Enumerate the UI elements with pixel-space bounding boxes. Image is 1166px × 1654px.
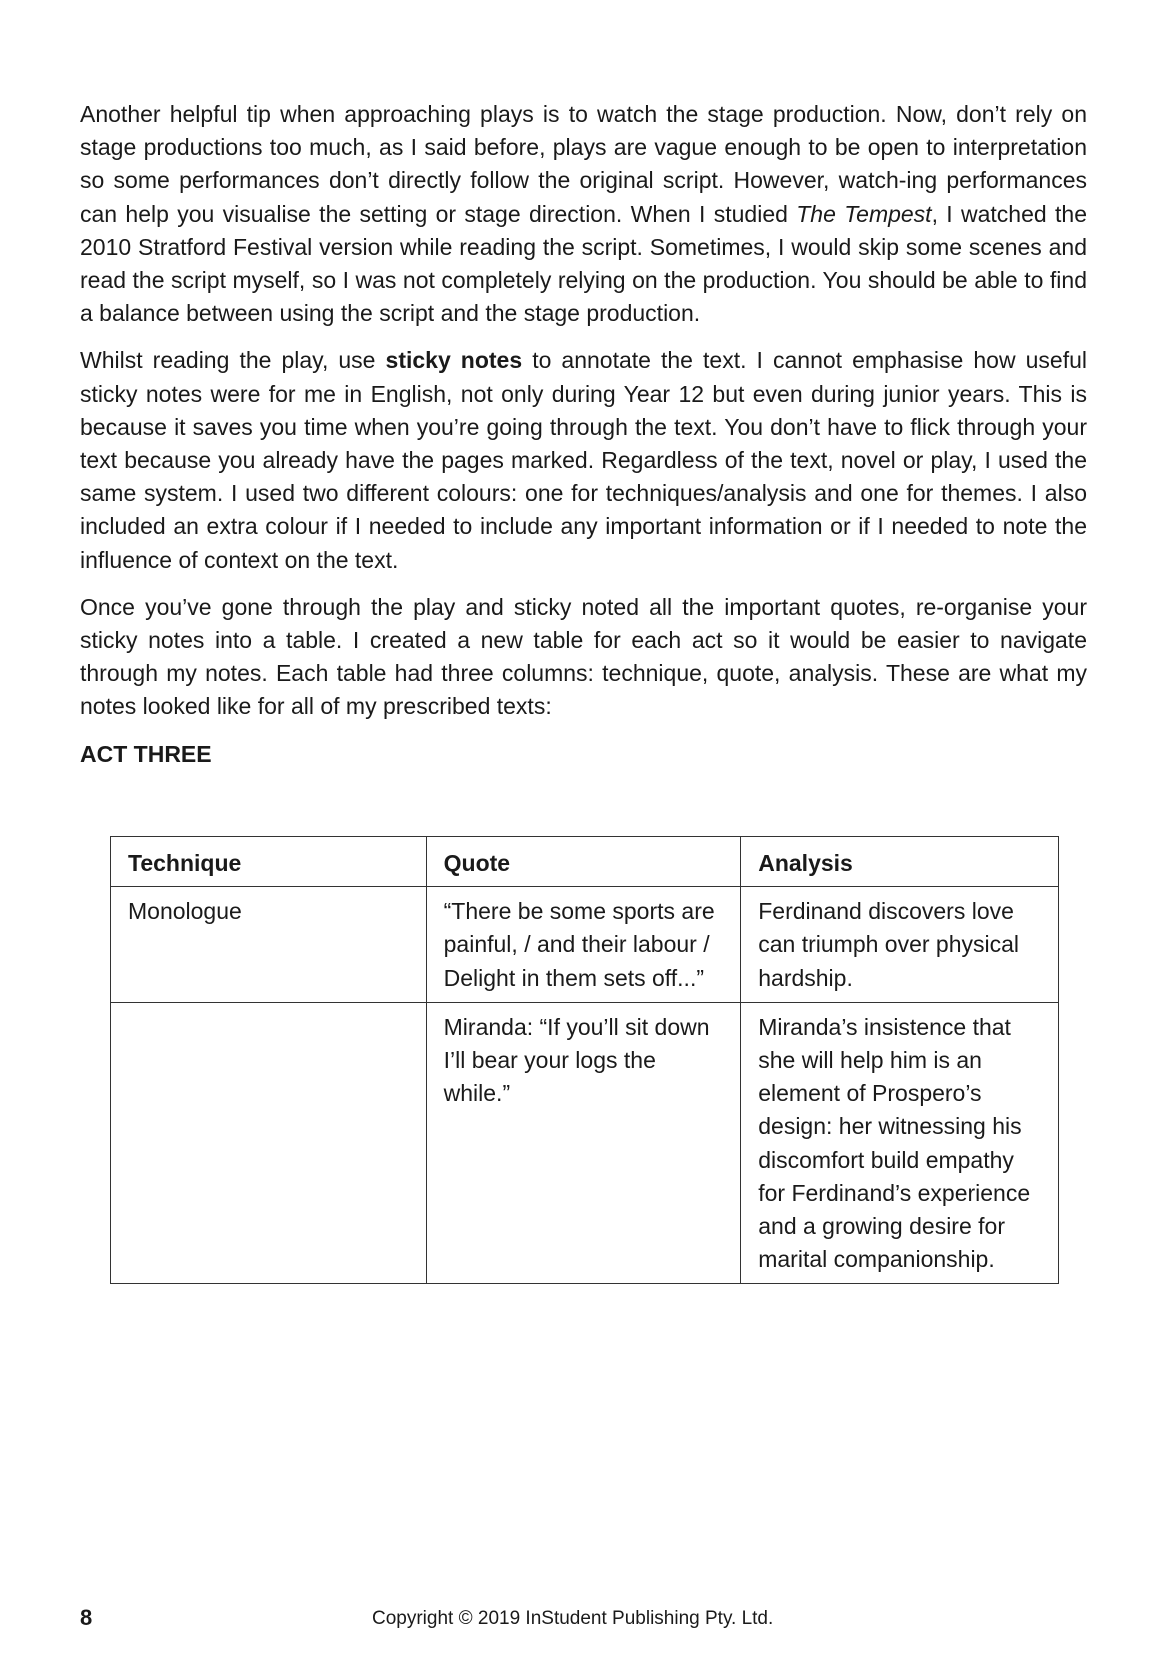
paragraph-sticky-notes xyxy=(80,344,1087,576)
cell-technique xyxy=(111,1002,427,1284)
paragraph-text: , I watched the 2010 Stratford Festival version while reading the script. Sometimes, I would skip some scenes and read the script myself, so I was not completely relying on the production. You should be able to find a balance between using the script and the stage production. xyxy=(80,200,1087,327)
paragraph-text: to annotate the text. I cannot emphasise how useful sticky notes were for me in English, not only during Year 12 but even during junior years. This is because it saves you time when you’re going through the text. You don’t have to flick through your text because you already have the pages marked. Regardless of the text, novel or play, I used the same system. I used two different colours: one for techniques/analysis and one for themes. I also included an extra colour if I needed to include any important information or if I needed to note the influence of context on the text. xyxy=(80,347,1087,573)
cell-quote: Miranda: “If you’ll sit down I’ll bear your logs the while.” xyxy=(426,1002,741,1284)
copyright-notice: Copyright © 2019 InStudent Publishing Pty. Ltd. xyxy=(372,1608,774,1629)
notes-table xyxy=(110,836,1059,1284)
cell-analysis: Ferdinand discovers love can triumph over physical hardship. xyxy=(741,887,1059,1003)
table-row xyxy=(111,887,1059,1003)
column-header-analysis: Analysis xyxy=(741,837,1059,887)
section-heading: ACT THREE xyxy=(80,740,212,767)
table-header-row xyxy=(111,837,1059,887)
paragraph-table-notes: Once you’ve gone through the play and sticky noted all the important quotes, re-organise your sticky notes into a table. I created a new table for each act so it would be easier to navigate through my notes. Each table had three columns: technique, quote, analysis. These are what my notes looked like for all of my prescribed texts: xyxy=(80,593,1087,720)
page-number: 8 xyxy=(80,1605,93,1630)
paragraph-stage-production xyxy=(80,98,1087,330)
column-header-technique: Technique xyxy=(111,837,427,887)
play-title: The Tempest xyxy=(796,200,932,227)
emphasis-text: sticky notes xyxy=(385,347,523,374)
cell-quote: “There be some sports are painful, / and their labour / Delight in them sets off...” xyxy=(426,887,741,1003)
table-row xyxy=(111,1002,1059,1284)
cell-technique: Monologue xyxy=(111,887,427,1003)
cell-analysis: Miranda’s insistence that she will help him is an element of Prospero’s design: her witnessing his discomfort build empathy for Ferdinand’s experience and a growing desire for marital companionship. xyxy=(741,1002,1059,1284)
paragraph-text: Another helpful tip when approaching plays is to watch the stage production. Now, don’t rely on stage productions too much, as I said before, plays are vague enough to be open to interpretation so some performances don’t directly follow the original script. However, watch-ing performances can help you visualise the setting or stage direction. When I studied xyxy=(80,101,1087,227)
paragraph-text: Whilst reading the play, use xyxy=(80,347,386,374)
column-header-quote: Quote xyxy=(426,837,741,887)
page-content xyxy=(80,98,1087,771)
